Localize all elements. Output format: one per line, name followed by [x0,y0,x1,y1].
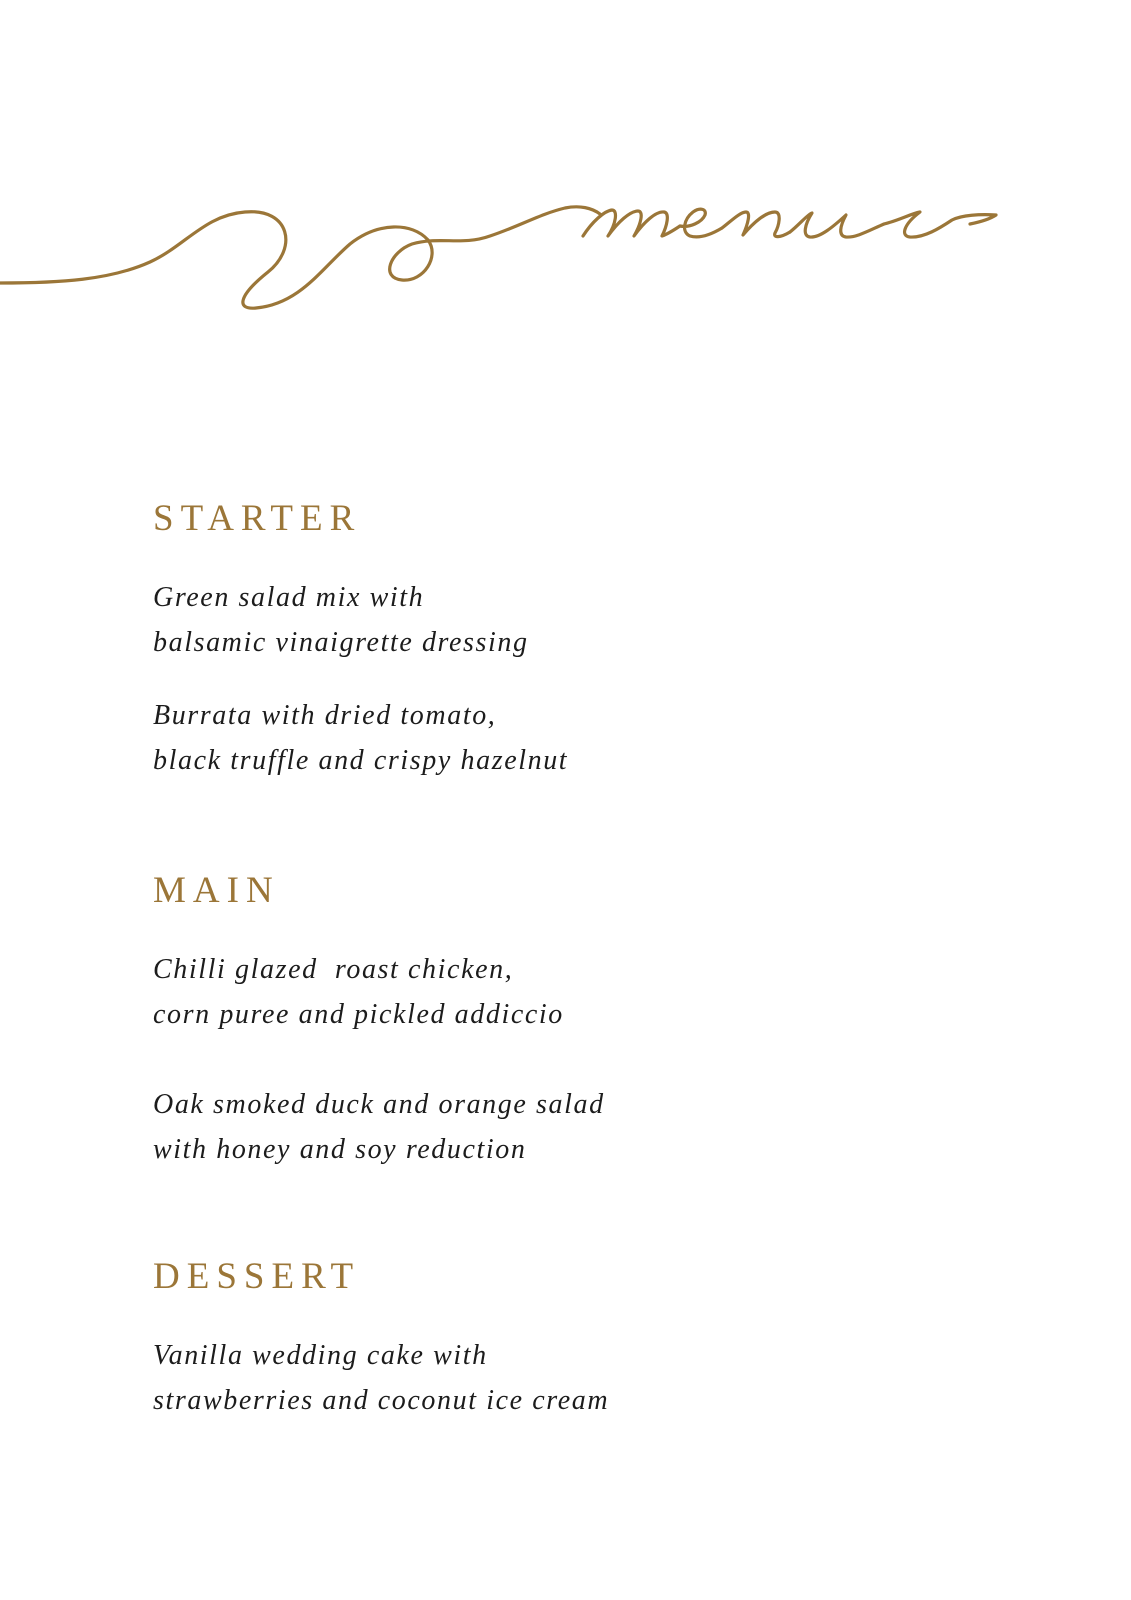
starter-dish-2 [153,693,568,783]
dish-line-2: with honey and soy reduction [153,1134,527,1165]
dish-line-2: balsamic vinaigrette dressing [153,627,529,658]
starter-dish-1 [153,575,529,665]
dish-line-2: corn puree and pickled addiccio [153,999,564,1030]
dessert-heading: DESSERT [153,1256,361,1297]
starter-heading: STARTER [153,498,362,539]
main-dish-2 [153,1082,605,1172]
flourish-line-icon [0,207,996,308]
dish-line-1: Chilli glazed roast chicken, [153,954,514,985]
dish-line-1: Oak smoked duck and orange salad [153,1089,605,1120]
dish-line-2: strawberries and coconut ice cream [153,1385,610,1416]
main-dish-1 [153,947,564,1037]
menu-script-logo [0,0,1131,360]
dish-line-1: Green salad mix with [153,582,425,613]
dish-line-2: black truffle and crispy hazelnut [153,745,569,776]
dish-line-1: Burrata with dried tomato, [153,700,497,731]
main-heading: MAIN [153,870,280,911]
dish-line-1: Vanilla wedding cake with [153,1340,488,1371]
dessert-dish-1 [153,1333,609,1423]
